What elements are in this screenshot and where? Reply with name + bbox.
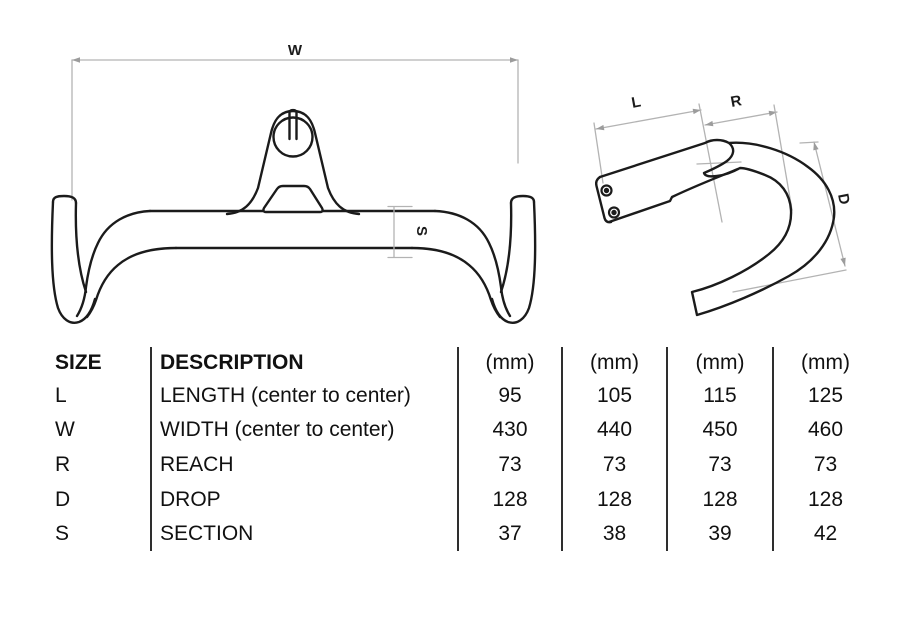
row-description: SECTION (150, 516, 457, 551)
drop-dim-label: D (834, 192, 853, 207)
table-header-unit: (mm) (561, 347, 666, 378)
clamp-centerline (697, 162, 741, 164)
row-value: 430 (457, 413, 561, 448)
right-drop-inner (501, 203, 511, 292)
table-header-unit: (mm) (772, 347, 877, 378)
row-value: 73 (666, 447, 772, 482)
row-description: REACH (150, 447, 457, 482)
table-header-unit: (mm) (457, 347, 561, 378)
length-extension-left (594, 123, 603, 183)
width-dimension (72, 60, 518, 200)
left-bend-bottom (87, 248, 176, 317)
size-spec-table (55, 347, 877, 551)
side-stem-bottom-edge (609, 169, 738, 222)
clamp-slot (290, 110, 297, 139)
row-value: 42 (772, 516, 877, 551)
row-size-letter: R (55, 452, 71, 476)
right-bend-bottom (412, 248, 500, 317)
row-size-letter: S (55, 522, 70, 546)
row-size-letter: W (55, 418, 75, 442)
table-header-description: DESCRIPTION (150, 347, 457, 378)
front-view (52, 42, 535, 323)
section-bracket (388, 207, 412, 258)
row-description: LENGTH (center to center) (150, 378, 457, 413)
left-bend-top (77, 211, 150, 316)
stem-window-cutout (263, 186, 322, 212)
row-size-letter: D (55, 487, 71, 511)
length-dim-label: L (630, 93, 643, 112)
section-marker (388, 207, 412, 258)
drop-extension-bottom (733, 270, 846, 292)
right-drop-outer (492, 202, 535, 323)
row-value: 128 (666, 482, 772, 517)
bolt-center (612, 211, 615, 214)
length-dimension-line (596, 110, 701, 129)
bolt-center (605, 189, 608, 192)
row-value: 450 (666, 413, 772, 448)
row-value: 38 (561, 516, 666, 551)
row-value: 128 (457, 482, 561, 517)
steerer-clamp-circle (274, 118, 313, 157)
width-dim-label: W (287, 42, 303, 59)
row-value: 105 (561, 378, 666, 413)
left-drop-outer (52, 202, 95, 323)
row-value: 440 (561, 413, 666, 448)
row-value: 95 (457, 378, 561, 413)
row-value: 39 (666, 516, 772, 551)
drop-extension-top (800, 142, 818, 143)
row-value: 37 (457, 516, 561, 551)
row-value: 125 (772, 378, 877, 413)
left-drop-inner (76, 203, 86, 292)
section-dim-label: S (413, 225, 430, 237)
side-bar-outline (600, 140, 834, 315)
reach-extension-right (774, 105, 792, 210)
row-value: 73 (561, 447, 666, 482)
row-value: 73 (772, 447, 877, 482)
side-view (594, 92, 853, 315)
reach-dim-label: R (729, 92, 744, 111)
table-header-unit: (mm) (666, 347, 772, 378)
right-bend-top (435, 211, 510, 316)
table-header-size: SIZE (55, 351, 102, 374)
row-description: DROP (150, 482, 457, 517)
row-value: 73 (457, 447, 561, 482)
row-value: 128 (772, 482, 877, 517)
row-size-letter: L (55, 383, 67, 407)
reach-dimension-line (705, 112, 777, 125)
row-value: 460 (772, 413, 877, 448)
row-description: WIDTH (center to center) (150, 413, 457, 448)
row-value: 115 (666, 378, 772, 413)
row-value: 128 (561, 482, 666, 517)
right-drop-end-cap (511, 196, 534, 203)
